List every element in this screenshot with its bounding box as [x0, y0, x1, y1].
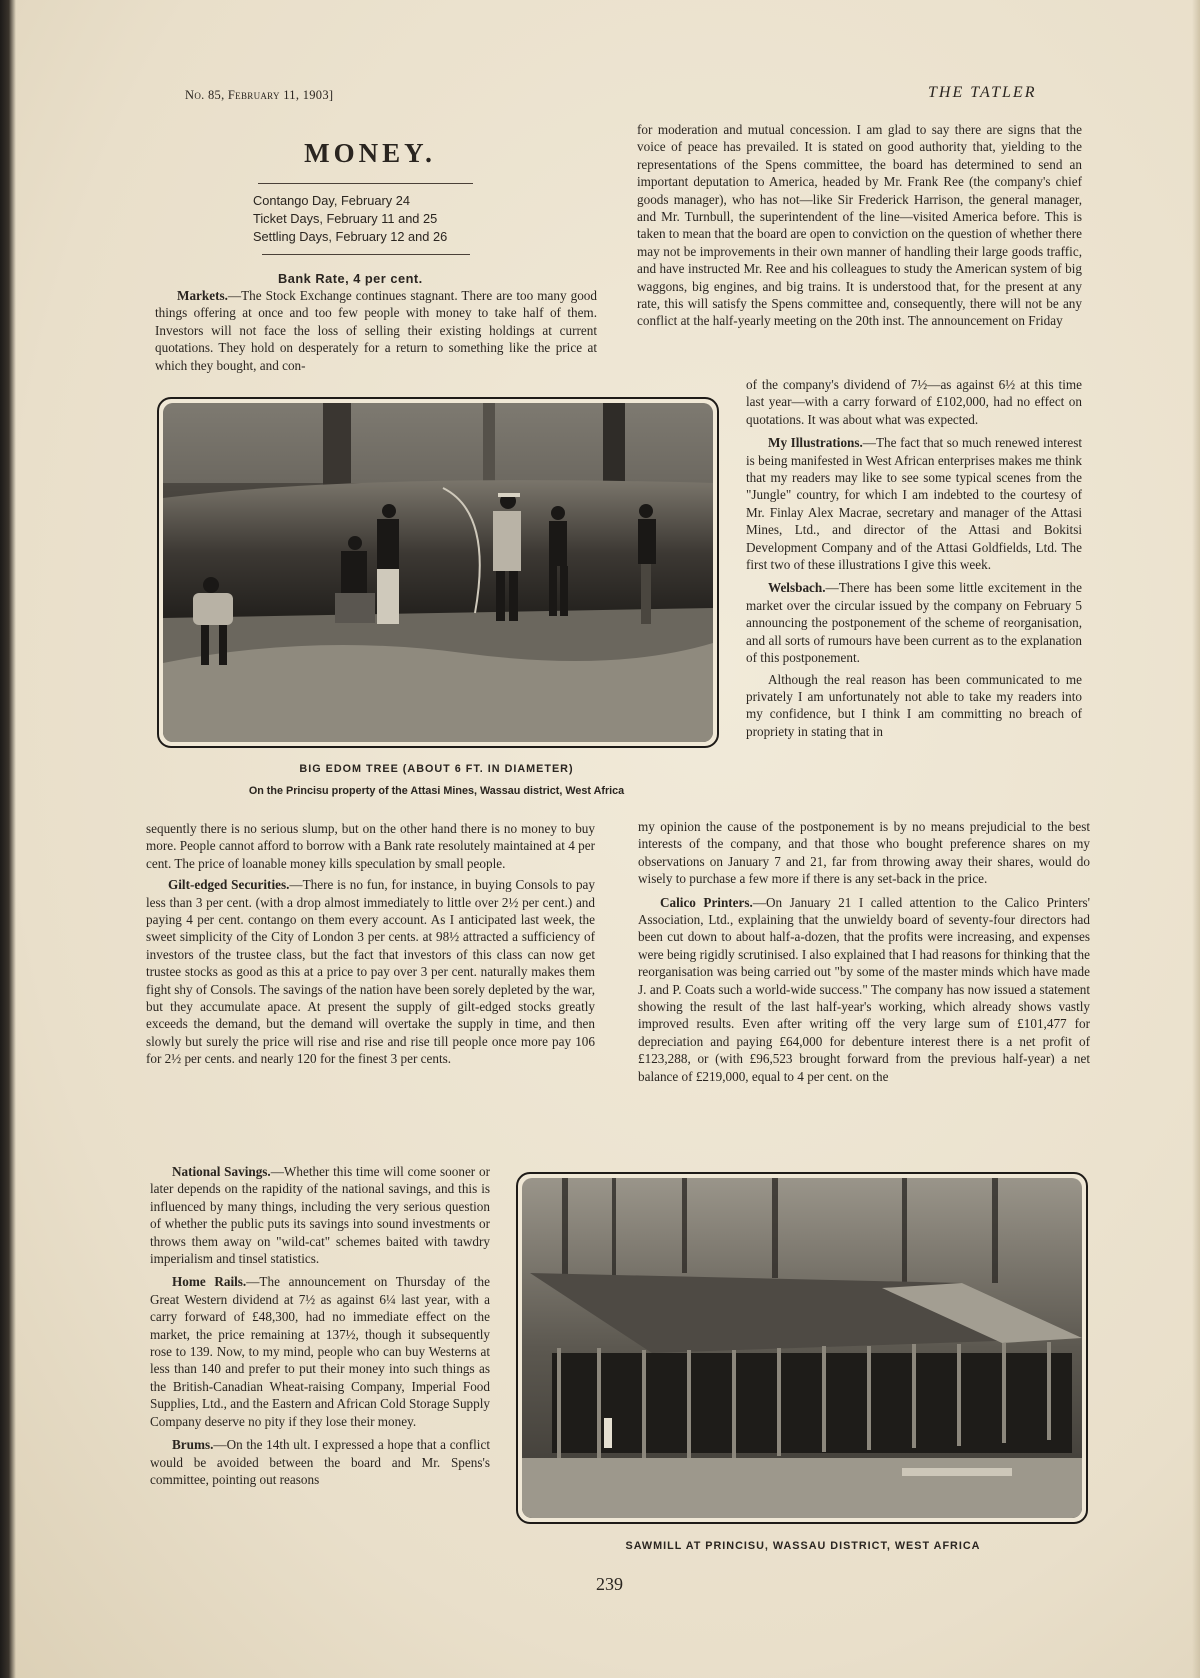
contango-day: Contango Day, February 24 — [253, 193, 410, 208]
home-rails-heading: Home Rails. — [172, 1274, 247, 1290]
edom-tree-image — [163, 403, 713, 742]
welsbach-text: —There has been some little excitement in the market over the circular issued by the company on February 5 announcing the postponement of the scheme of reorganisation, and all sorts of rumours have been current as to the explanation of this postponement. — [746, 580, 1082, 666]
calico-text: —On January 21 I called attention to the Calico Printers' Association, Ltd., explaining that the unwieldy board of seventy-four directors had been cut down to about half-a-dozen, that the profits were increasing, and expenses were being rigidly scrutinised. I also explained that I had reasons for thinking that the reorganisation was being carried out "by some of the master minds which have made J. and P. Coats such a world-wide success." The company has now issued a statement showing the result of the last half-year's working, which already shows vastly improved results. Even after writing off the very large sum of £101,477 for depreciation and paying £64,000 for debenture interest there is a net profit of £123,288, or (with £96,523 brought forward from the previous half-year) a net balance of £219,000, equal to 4 per cent. on the — [638, 894, 1090, 1084]
sawmill-image — [522, 1178, 1082, 1518]
national-savings-heading: National Savings. — [172, 1164, 271, 1179]
dates-rule — [262, 254, 470, 255]
title-rule — [258, 183, 473, 184]
right-column-top — [637, 121, 1082, 330]
illustrations-heading: My Illustrations. — [768, 435, 863, 451]
settlement-dates — [253, 192, 513, 246]
markets-continued: sequently there is no serious slump, but on the other hand there is no money to buy more. People cannot afford to borrow with a Bank rate resolutely maintained at 4 per cent. The price of loanable money kills speculation by small people. — [146, 821, 595, 871]
calico-heading: Calico Printers. — [660, 894, 753, 910]
brums-text: —On the 14th ult. I expressed a hope that a conflict would be avoided between the board and Mr. Spens's committee, pointing out reasons — [150, 1437, 490, 1487]
right-narrow-column — [746, 376, 1082, 740]
photo1-caption: BIG EDOM TREE (ABOUT 6 FT. IN DIAMETER) — [299, 763, 574, 775]
publication-name: THE TATLER — [928, 84, 1037, 101]
national-savings-text: —Whether this time will come sooner or later depends on the rapidity of the national savings, and this is influenced by many things, including the very serious question of whether the public puts its savings into sound investments or throws them away on "wild-cat" schemes baited with tawdry imperialism and tinsel statistics. — [150, 1164, 490, 1267]
welsbach-continued: my opinion the cause of the postponement is by no means prejudicial to the best interests of the company, and that those who bought preference shares on my observations on January 7 and 21, far from throwing away their shares, would do wisely to purchase a few more if there is any set-back in the price. — [638, 819, 1090, 887]
page-title: MONEY. — [304, 138, 436, 168]
photo2-caption: SAWMILL AT PRINCISU, WASSAU DISTRICT, WEST AFRICA — [625, 1540, 981, 1552]
dividend-text: of the company's dividend of 7½—as against 6½ at this time last year—with a carry forward of £102,000, had no effect on quotations. It was about what was expected. — [746, 377, 1082, 427]
markets-paragraph — [155, 287, 597, 374]
photo-edom-tree — [157, 397, 719, 748]
home-rails-text: —The announcement on Thursday of the Great Western dividend at 7½ as against 6¼ last year, with a carry forward of £48,300, had no immediate effect on the market, the price remaining at 137½, though it subsequently rose to 139. Now, to my mind, people who can buy Westerns at less than 140 and prefer to put their money into such things as the British-Canadian Wheat-raising Company, Imperial Food Supplies, Ltd., and the Eastern and African Cold Storage Supply Company deserve no pity if they lose their money. — [150, 1274, 490, 1429]
page-edge-right — [1192, 0, 1200, 1678]
page-edge-shadow — [0, 0, 16, 1678]
ticket-days: Ticket Days, February 11 and 25 — [253, 211, 438, 226]
gilt-edged-text: —There is no fun, for instance, in buying Consols to pay less than 3 per cent. (with a drop almost immediately to little over 2½ per cent.) and paying 4 per cent. contango on them every account. As I anticipated last week, the sweet simplicity of the City of London 3 per cents. at 98½ attracted a sufficiency of investors of the trustee class, but the fact that investors of this class can now get trustee stocks as good as this at a price to pay over 3 per cent. naturally makes them fight shy of Consols. The savings of the nation have been sorely depleted by the war, but they accumulate apace. At present the supply of gilt-edged stocks greatly exceeds the demand, but the demand will overtake the supply in time, and then slowly but surely the price will rise and rise and rise till people once more pay 106 for 2½ per cents. and nearly 120 for the finest 3 per cents. — [146, 877, 595, 1067]
illustrations-text: —The fact that so much renewed interest is being manifested in West African enterprises makes me think that my readers may like to see some typical scenes from the "Jungle" country, for which I am indebted to the courtesy of Mr. Finlay Alex Macrae, secretary and manager of the Attasi Mines, Ltd., and director of the Attasi and Bokitsi Development Company and of the Attasi Goldfields, Ltd. The first two of these illustrations I give this week. — [746, 435, 1082, 573]
markets-text: —The Stock Exchange continues stagnant. There are too many good things offering at once and too few people with money to take half of them. Investors will not face the loss of selling their existing holdings at current quotations. They hold on desperately for a return to something like the price at which they bought, and con- — [155, 288, 597, 373]
issue-line: No. 85, February 11, 1903] — [185, 88, 334, 102]
page-number: 239 — [596, 1574, 623, 1594]
left-column-middle — [146, 820, 595, 1068]
brums-heading: Brums. — [172, 1437, 214, 1453]
left-column-bottom — [150, 1163, 490, 1488]
welsbach-para2: Although the real reason has been communicated to me privately I am unfortunately not able to take my readers into my confidence, but I think I am committing no breach of propriety in stating that in — [746, 671, 1082, 739]
gilt-edged-heading: Gilt-edged Securities. — [168, 877, 290, 893]
welsbach-heading: Welsbach. — [768, 580, 826, 596]
markets-heading: Markets. — [177, 288, 228, 303]
settling-days: Settling Days, February 12 and 26 — [253, 229, 448, 244]
right-column-middle — [638, 818, 1090, 1085]
bank-rate: Bank Rate, 4 per cent. — [278, 271, 423, 286]
brums-continued: for moderation and mutual concession. I am glad to say there are signs that the voice of peace has prevailed. It is stated on good authority that, yielding to the representations of the Spens committee, the board has determined to send an important deputation to America, headed by Mr. Frank Ree (the company's chief goods manager), who has not—like Sir Frederick Harrison, the general manager, and Mr. Turnbull, the superintendent of the line—visited America before. This is taken to mean that the board are open to conviction on the question of whether there may not be improvements in their own manner of handling their large goods traffic, and have instructed Mr. Ree and his colleagues to study the American system of big waggons, big engines, and big trains. It is understood that, for the present at any rate, this will satisfy the Spens committee and, consequently, there will not be any conflict at the half-yearly meeting on the 20th inst. The announcement on Friday — [637, 122, 1082, 329]
photo1-subcaption: On the Princisu property of the Attasi Mines, Wassau district, West Africa — [248, 785, 625, 797]
photo-sawmill — [516, 1172, 1088, 1524]
